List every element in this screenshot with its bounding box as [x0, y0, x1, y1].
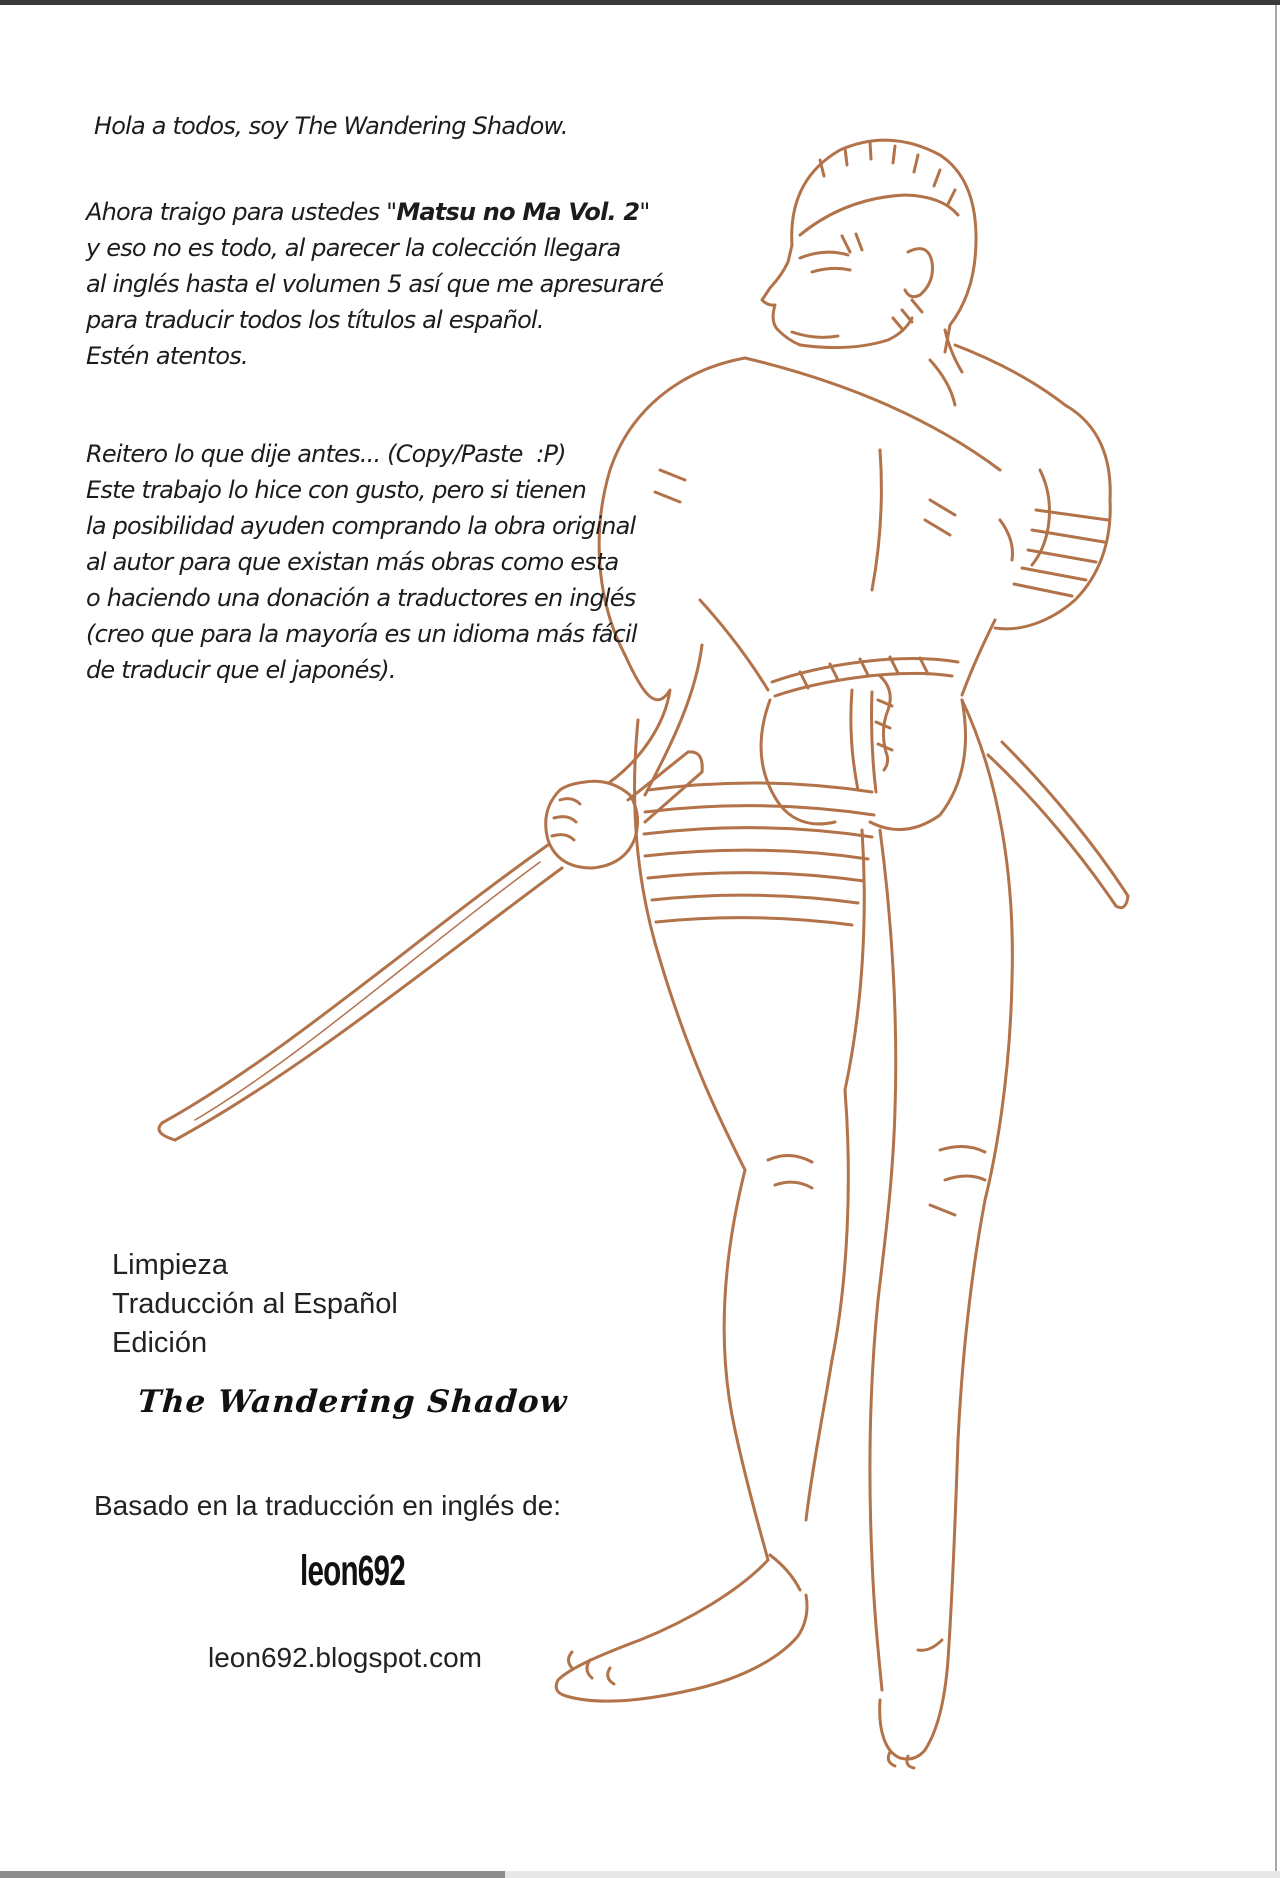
scan-bottom-border-left — [0, 1871, 505, 1878]
translator-signature: The Wandering Shadow — [136, 1384, 569, 1420]
announcement-line-2: y eso no es todo, al parecer la colección llegara — [86, 234, 621, 262]
book-title: Matsu no Ma Vol. 2 — [396, 198, 640, 226]
support-note-paragraph — [86, 436, 637, 688]
announcement-line-3: al inglés hasta el volumen 5 así que me apresuraré — [86, 270, 664, 298]
credit-role-traduccion: Traducción al Español — [112, 1288, 398, 1320]
note-line-3: la posibilidad ayuden comprando la obra original — [86, 512, 636, 540]
announcement-line-1 — [86, 194, 663, 230]
announcement-line-4: para traducir todos los títulos al español. — [86, 306, 544, 334]
announcement-line-5: Estén atentos. — [86, 342, 248, 370]
announcement-line-1-pre: Ahora traigo para ustedes " — [86, 198, 397, 226]
scan-right-border — [1275, 5, 1277, 1878]
greeting-paragraph — [94, 108, 568, 144]
greeting-text: Hola a todos, soy The Wandering Shadow. — [94, 112, 568, 140]
credit-role-limpieza: Limpieza — [112, 1249, 229, 1281]
original-translator-name: leon692 — [300, 1548, 405, 1596]
note-line-2: Este trabajo lo hice con gusto, pero si tienen — [86, 476, 587, 504]
scan-top-border — [0, 0, 1280, 5]
credit-role-edicion: Edición — [112, 1327, 208, 1359]
credits-roles-block — [112, 1246, 398, 1363]
note-line-1: Reitero lo que dije antes... (Copy/Paste :P) — [86, 440, 566, 468]
note-line-4: al autor para que existan más obras como esta — [86, 548, 619, 576]
announcement-line-1-post: " — [639, 198, 650, 226]
note-line-7: de traducir que el japonés). — [86, 656, 396, 684]
scan-bottom-border-right — [505, 1871, 1280, 1878]
note-line-6: (creo que para la mayoría es un idioma más fácil — [86, 620, 637, 648]
note-line-5: o haciendo una donación a traductores en inglés — [86, 584, 636, 612]
website-url: leon692.blogspot.com — [208, 1642, 482, 1673]
announcement-paragraph — [86, 194, 663, 374]
based-on-text: Basado en la traducción en inglés de: — [94, 1490, 561, 1521]
